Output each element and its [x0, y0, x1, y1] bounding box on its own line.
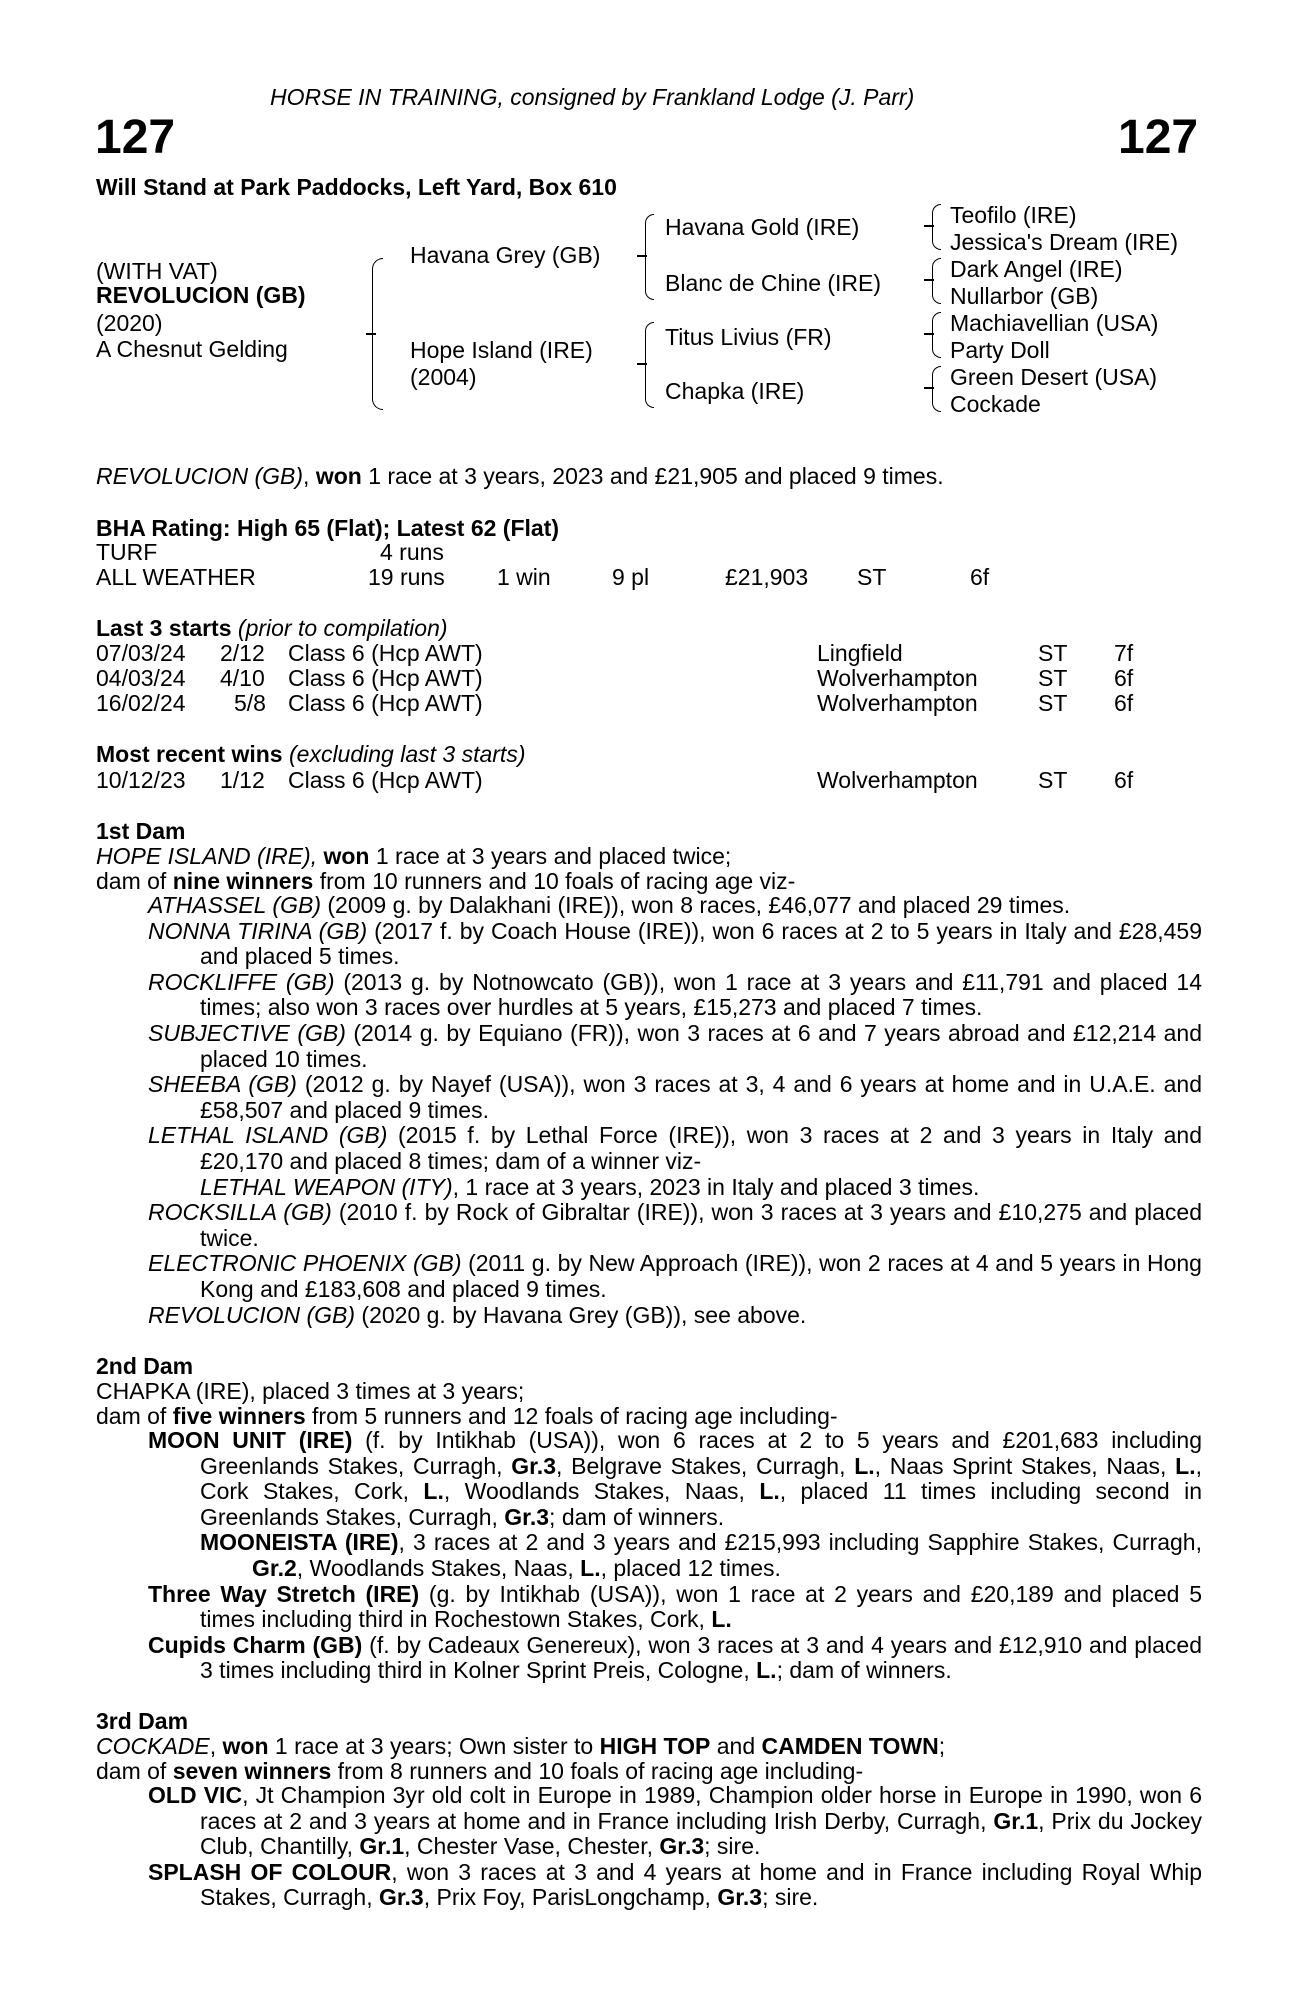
dam1-record: HOPE ISLAND (IRE), won 1 race at 3 years and placed twice;	[96, 843, 732, 869]
pedigree-g8: Cockade	[950, 391, 1041, 417]
table-cell-venue: Lingfield	[817, 640, 903, 666]
pedigree-sire: Havana Grey (GB)	[410, 242, 601, 268]
horse-year: (2020)	[96, 310, 163, 336]
brace-g3	[932, 312, 941, 358]
brace-notch	[924, 387, 934, 389]
list-item: OLD VIC, Jt Champion 3yr old colt in Europe in 1989, Champion older horse in Europe in 1990, won 6 races at 2 and 3 years at home and in France including Irish Derby, Curragh, Gr.1, Prix du Jockey Club, Chantilly, Gr.1, Chester Vase, Chester, Gr.3; sire.	[148, 1782, 1203, 1860]
dam1-produce-summary: dam of nine winners from 10 runners and 10 foals of racing age viz-	[96, 868, 796, 894]
table-cell-code: ST	[1038, 640, 1068, 666]
table-cell-code: ST	[1038, 690, 1068, 716]
list-item: MOON UNIT (IRE) (f. by Intikhab (USA)), won 6 races at 2 to 5 years and £201,683 including Greenlands Stakes, Curragh, Gr.3, Belgrave Stakes, Curragh, L., Naas Sprint Stakes, Naas, L., Cork Stakes, Cork, L., Woodlands Stakes, Naas, L., placed 11 times including second in Greenlands Stakes, Curragh, Gr.3; dam of winners.	[148, 1427, 1203, 1530]
table-cell-distance: 7f	[1114, 640, 1134, 666]
pedigree-dam-dam: Chapka (IRE)	[665, 378, 805, 404]
dam2-heading: 2nd Dam	[96, 1353, 194, 1379]
rating-heading: BHA Rating: High 65 (Flat); Latest 62 (Flat)	[96, 515, 559, 541]
table-cell-venue: Wolverhampton	[817, 665, 978, 691]
table-cell-distance: 6f	[1114, 767, 1134, 793]
table-cell-position: 2/12	[220, 640, 265, 666]
list-item: NONNA TIRINA (GB) (2017 f. by Coach House (IRE)), won 6 races at 2 to 5 years in Italy and £28,459 and placed 5 times.	[148, 917, 1203, 970]
pedigree-g3: Dark Angel (IRE)	[950, 256, 1123, 282]
table-cell-date: 10/12/23	[96, 767, 186, 793]
pedigree-g7: Green Desert (USA)	[950, 364, 1158, 390]
table-cell-distance: 6f	[1114, 690, 1134, 716]
pedigree-sire-dam: Blanc de Chine (IRE)	[665, 270, 882, 296]
brace-notch	[366, 333, 376, 335]
list-item: REVOLUCION (GB) (2020 g. by Havana Grey (GB)), see above.	[148, 1301, 807, 1328]
table-cell-code: ST	[1038, 665, 1068, 691]
brace-notch	[924, 333, 934, 335]
aw-course: ST	[857, 564, 887, 590]
pedigree-g6: Party Doll	[950, 337, 1050, 363]
race-summary: REVOLUCION (GB), won 1 race at 3 years, 2023 and £21,905 and placed 9 times.	[96, 463, 944, 489]
pedigree-dam-year: (2004)	[410, 364, 477, 390]
table-cell-date: 07/03/24	[96, 640, 186, 666]
dam3-produce-summary: dam of seven winners from 8 runners and 10 foals of racing age including-	[96, 1758, 864, 1784]
consignment-line: HORSE IN TRAINING, consigned by Frankland Lodge (J. Parr)	[270, 84, 915, 110]
brace-sire-line	[645, 214, 654, 300]
brace-notch	[637, 255, 647, 257]
dam1-progeny-list	[148, 893, 1202, 1328]
list-item: ELECTRONIC PHOENIX (GB) (2011 g. by New Approach (IRE)), won 2 races at 4 and 5 years in Hong Kong and £183,608 and placed 9 times.	[148, 1250, 1202, 1302]
dam2-record: CHAPKA (IRE), placed 3 times at 3 years;	[96, 1378, 525, 1404]
list-item: SHEEBA (GB) (2012 g. by Nayef (USA)), won 3 races at 3, 4 and 6 years at home and in U.A.E. and £58,507 and placed 9 times.	[148, 1071, 1202, 1123]
dam3-record: COCKADE, won 1 race at 3 years; Own sister to HIGH TOP and CAMDEN TOWN;	[96, 1733, 946, 1759]
brace-notch	[924, 225, 934, 227]
aw-label: ALL WEATHER	[96, 564, 256, 590]
list-item: SPLASH OF COLOUR, won 3 races at 3 and 4 years at home and in France including Royal Whip Stakes, Curragh, Gr.3, Prix Foy, ParisLongchamp, Gr.3; sire.	[148, 1858, 1203, 1911]
dam3-heading: 3rd Dam	[96, 1708, 189, 1734]
table-cell-distance: 6f	[1114, 665, 1134, 691]
lot-number-left: 127	[95, 111, 176, 164]
list-item: Three Way Stretch (IRE) (g. by Intikhab (USA)), won 1 race at 2 years and £20,189 and placed 5 times including third in Rochestown Stakes, Cork, L.	[148, 1580, 1202, 1633]
list-item: LETHAL ISLAND (GB) (2015 f. by Lethal Force (IRE)), won 3 races at 2 and 3 years in Italy and £20,170 and placed 8 times; dam of a winner viz-	[148, 1122, 1202, 1174]
lot-number-right: 127	[1118, 111, 1199, 164]
pedigree-g5: Machiavellian (USA)	[950, 310, 1159, 336]
dam3-progeny-list	[148, 1783, 1202, 1911]
pedigree-g2: Jessica's Dream (IRE)	[950, 229, 1179, 255]
table-cell-class: Class 6 (Hcp AWT)	[288, 690, 483, 716]
horse-name: REVOLUCION (GB)	[96, 282, 306, 308]
vat-note: (WITH VAT)	[96, 258, 218, 284]
aw-wins: 1 win	[497, 564, 551, 590]
table-cell-venue: Wolverhampton	[817, 690, 978, 716]
dam2-produce-summary: dam of five winners from 5 runners and 12 foals of racing age including-	[96, 1403, 838, 1429]
pedigree-sire-sire: Havana Gold (IRE)	[665, 214, 860, 240]
recent-wins-heading: Most recent wins (excluding last 3 starts)	[96, 741, 526, 767]
last3-heading: Last 3 starts (prior to compilation)	[96, 615, 448, 641]
list-item: Cupids Charm (GB) (f. by Cadeaux Genereux), won 3 races at 3 and 4 years and £12,910 and placed 3 times including third in Kolner Sprint Preis, Cologne, L.; dam of winners.	[148, 1631, 1203, 1684]
brace-g2	[932, 258, 941, 304]
dam2-progeny-list	[148, 1428, 1202, 1684]
pedigree-g1: Teofilo (IRE)	[950, 202, 1077, 228]
table-cell-position: 4/10	[220, 665, 265, 691]
pedigree-dam-sire: Titus Livius (FR)	[665, 324, 832, 350]
list-item: ROCKSILLA (GB) (2010 f. by Rock of Gibraltar (IRE)), won 3 races at 3 years and £10,275 and placed twice.	[148, 1199, 1202, 1251]
list-item: SUBJECTIVE (GB) (2014 g. by Equiano (FR)), won 3 races at 6 and 7 years abroad and £12,214 and placed 10 times.	[148, 1019, 1202, 1072]
list-item: ROCKLIFFE (GB) (2013 g. by Notnowcato (GB)), won 1 race at 3 years and £11,791 and placed 14 times; also won 3 races over hurdles at 5 years, £15,273 and placed 7 times.	[148, 968, 1202, 1021]
table-cell-date: 16/02/24	[96, 690, 186, 716]
table-cell-venue: Wolverhampton	[817, 767, 978, 793]
pedigree-g4: Nullarbor (GB)	[950, 283, 1099, 309]
turf-runs: 4 runs	[380, 539, 444, 565]
table-cell-class: Class 6 (Hcp AWT)	[288, 665, 483, 691]
stand-location: Will Stand at Park Paddocks, Left Yard, Box 610	[96, 174, 617, 200]
table-cell-date: 04/03/24	[96, 665, 186, 691]
horse-description: A Chesnut Gelding	[96, 336, 288, 362]
list-subitem: MOONEISTA (IRE), 3 races at 2 and 3 years and £215,993 including Sapphire Stakes, Curragh, Gr.2, Woodlands Stakes, Naas, L., placed 12 times.	[200, 1529, 1202, 1581]
aw-runs: 19 runs	[368, 564, 445, 590]
table-cell-position: 5/8	[234, 690, 266, 716]
aw-prize: £21,903	[725, 564, 809, 590]
brace-g1	[932, 204, 941, 250]
brace-notch	[924, 279, 934, 281]
dam1-heading: 1st Dam	[96, 818, 186, 844]
list-subitem: LETHAL WEAPON (ITY), 1 race at 3 years, 2023 in Italy and placed 3 times.	[200, 1173, 980, 1200]
list-item: ATHASSEL (GB) (2009 g. by Dalakhani (IRE)), won 8 races, £46,077 and placed 29 times.	[148, 892, 1071, 918]
brace-notch	[637, 363, 647, 365]
table-cell-position: 1/12	[220, 767, 265, 793]
table-cell-code: ST	[1038, 767, 1068, 793]
table-cell-class: Class 6 (Hcp AWT)	[288, 767, 483, 793]
brace-g4	[932, 366, 941, 412]
pedigree-dam: Hope Island (IRE)	[410, 337, 593, 363]
brace-dam-line	[645, 322, 654, 408]
table-cell-class: Class 6 (Hcp AWT)	[288, 640, 483, 666]
aw-distance: 6f	[970, 564, 990, 590]
turf-label: TURF	[96, 539, 158, 565]
aw-placed: 9 pl	[612, 564, 650, 590]
